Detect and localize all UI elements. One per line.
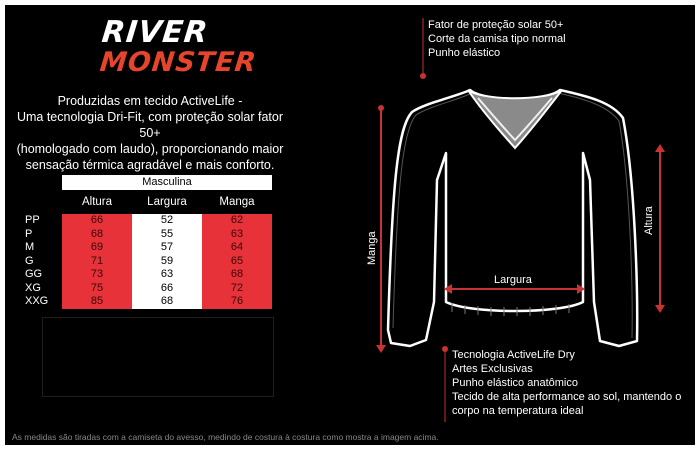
description-line: (homologado com laudo), proporcionando maior bbox=[16, 142, 284, 156]
manga-endpoint-dot bbox=[378, 105, 384, 111]
table-cell: 63 bbox=[230, 227, 244, 240]
size-label: XG bbox=[25, 281, 41, 294]
column-header-largura: Largura bbox=[147, 196, 187, 208]
table-cell: 57 bbox=[160, 241, 174, 253]
callout-dot-bottom bbox=[442, 346, 448, 352]
table-cell: 52 bbox=[160, 214, 174, 226]
largura-dimension-label: Largura bbox=[494, 274, 532, 286]
table-cell: 55 bbox=[160, 227, 174, 240]
column-header-manga: Manga bbox=[219, 196, 255, 208]
column-header-altura: Altura bbox=[81, 196, 113, 208]
logo-word-bottom: MONSTER bbox=[98, 47, 259, 78]
measurement-footnote: As medidas são tiradas com a camiseta do avesso, medindo de costura à costura como mostra a imagem acima. bbox=[12, 432, 439, 442]
features-bottom bbox=[452, 348, 687, 418]
table-cell: 66 bbox=[160, 281, 174, 294]
manga-arrowhead bbox=[376, 345, 386, 353]
manga-dimension-label: Manga bbox=[366, 231, 378, 265]
feature-line: Tecido de alta performance ao sol, mantendo o bbox=[452, 391, 682, 403]
table-cell: 62 bbox=[230, 214, 244, 226]
altura-dimension-label: Altura bbox=[643, 206, 655, 235]
description-line: Uma tecnologia Dri-Fit, com proteção solar fator 50+ bbox=[16, 110, 284, 140]
table-cell: 59 bbox=[160, 254, 174, 267]
table-cell: 63 bbox=[160, 268, 174, 280]
table-cell: 69 bbox=[90, 241, 104, 253]
size-label: G bbox=[25, 254, 34, 267]
size-label: XXG bbox=[25, 295, 49, 307]
feature-line: Tecnologia ActiveLife Dry bbox=[452, 349, 575, 361]
table-cell: 66 bbox=[90, 214, 104, 226]
table-cell: 76 bbox=[230, 295, 244, 307]
table-cell: 71 bbox=[90, 254, 104, 267]
table-cell: 85 bbox=[90, 295, 104, 307]
size-label: PP bbox=[25, 214, 40, 226]
size-label: M bbox=[25, 241, 35, 253]
table-cell: 73 bbox=[90, 268, 104, 280]
table-cell: 68 bbox=[230, 268, 244, 280]
table-cell: 68 bbox=[90, 227, 104, 240]
description-line: sensação térmica agradável e mais conforto. bbox=[25, 158, 275, 172]
table-cell: 65 bbox=[230, 254, 244, 267]
callout-dot-top bbox=[420, 73, 426, 79]
table-cell: 75 bbox=[90, 281, 104, 294]
feature-line: Artes Exclusivas bbox=[452, 363, 533, 375]
altura-arrowhead-top bbox=[655, 144, 665, 152]
size-label: GG bbox=[25, 268, 43, 280]
table-title: Masculina bbox=[62, 175, 272, 190]
feature-line: Corte da camisa tipo normal bbox=[428, 33, 566, 45]
logo-word-top: RIVER bbox=[100, 15, 210, 50]
table-cell: 68 bbox=[160, 295, 174, 307]
altura-arrowhead-bottom bbox=[655, 305, 665, 313]
description-line: Produzidas em tecido ActiveLife - bbox=[57, 94, 243, 108]
size-label: P bbox=[25, 227, 33, 240]
feature-line: corpo na temperatura ideal bbox=[452, 405, 584, 417]
features-top bbox=[428, 18, 566, 60]
feature-line: Punho elástico anatômico bbox=[452, 377, 578, 389]
table-cell: 64 bbox=[230, 241, 244, 253]
feature-line: Fator de proteção solar 50+ bbox=[428, 19, 564, 31]
feature-line: Punho elástico bbox=[428, 47, 501, 59]
table-cell: 72 bbox=[230, 281, 244, 294]
